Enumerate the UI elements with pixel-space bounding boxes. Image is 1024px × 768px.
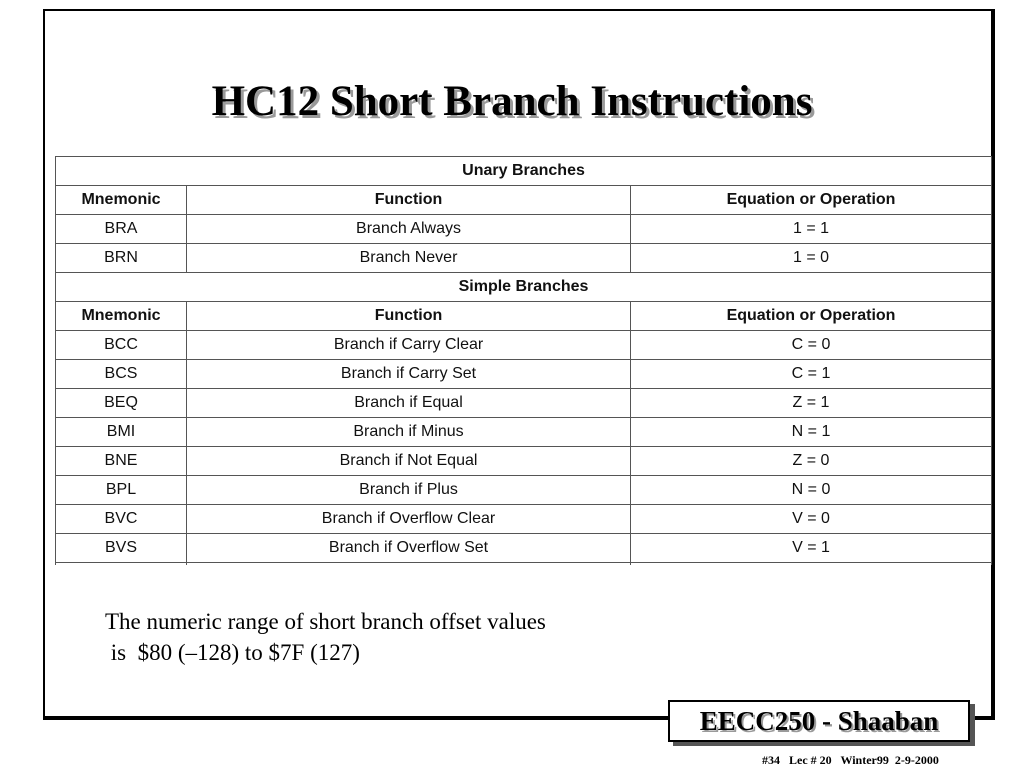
- function-cell: Branch if Plus: [187, 476, 631, 505]
- equation-cell: V = 0: [631, 505, 992, 534]
- table-row: [56, 244, 992, 273]
- mnemonic-cell: BPL: [56, 476, 187, 505]
- function-cell: Branch if Carry Set: [187, 360, 631, 389]
- equation-cell: 1 = 1: [631, 215, 992, 244]
- simple-section-row: [56, 273, 992, 302]
- function-cell: Branch if Overflow Set: [187, 534, 631, 563]
- function-cell: Branch if Equal: [187, 389, 631, 418]
- equation-cell: N = 0: [631, 476, 992, 505]
- slide-title: HC12 Short Branch Instructions: [211, 78, 813, 125]
- equation-cell: Z = 1: [631, 389, 992, 418]
- function-cell: Branch Always: [187, 215, 631, 244]
- header-function: Function: [187, 186, 631, 215]
- note-line-2: is $80 (–128) to $7F (127): [105, 640, 360, 665]
- unary-section-title: Unary Branches: [56, 157, 992, 186]
- unary-section-row: [56, 157, 992, 186]
- table-edge-cell: [56, 563, 187, 565]
- table-row: [56, 505, 992, 534]
- table-row: [56, 389, 992, 418]
- equation-cell: C = 0: [631, 331, 992, 360]
- equation-cell: V = 1: [631, 534, 992, 563]
- branch-table: [55, 156, 992, 565]
- table-row: [56, 331, 992, 360]
- equation-cell: 1 = 0: [631, 244, 992, 273]
- table-row: [56, 418, 992, 447]
- table-row: [56, 215, 992, 244]
- mnemonic-cell: BEQ: [56, 389, 187, 418]
- table-edge-cell: [187, 563, 631, 565]
- simple-section-title: Simple Branches: [56, 273, 992, 302]
- table-row: [56, 360, 992, 389]
- function-cell: Branch if Not Equal: [187, 447, 631, 476]
- equation-cell: Z = 0: [631, 447, 992, 476]
- offset-range-note: [105, 606, 546, 668]
- mnemonic-cell: BCS: [56, 360, 187, 389]
- function-cell: Branch Never: [187, 244, 631, 273]
- mnemonic-cell: BRA: [56, 215, 187, 244]
- mnemonic-cell: BCC: [56, 331, 187, 360]
- mnemonic-cell: BVS: [56, 534, 187, 563]
- mnemonic-cell: BNE: [56, 447, 187, 476]
- table-row: [56, 447, 992, 476]
- header-equation: Equation or Operation: [631, 302, 992, 331]
- header-function: Function: [187, 302, 631, 331]
- function-cell: Branch if Overflow Clear: [187, 505, 631, 534]
- mnemonic-cell: BRN: [56, 244, 187, 273]
- mnemonic-cell: BVC: [56, 505, 187, 534]
- table-row: [56, 534, 992, 563]
- note-line-1: The numeric range of short branch offset values: [105, 609, 546, 634]
- table-row: [56, 476, 992, 505]
- function-cell: Branch if Minus: [187, 418, 631, 447]
- table-edge-cell: [631, 563, 992, 565]
- mnemonic-cell: BMI: [56, 418, 187, 447]
- slide-footer: #34 Lec # 20 Winter99 2-9-2000: [762, 753, 939, 767]
- header-mnemonic: Mnemonic: [56, 302, 187, 331]
- table-bottom-edge: [56, 563, 992, 565]
- equation-cell: N = 1: [631, 418, 992, 447]
- header-equation: Equation or Operation: [631, 186, 992, 215]
- header-mnemonic: Mnemonic: [56, 186, 187, 215]
- function-cell: Branch if Carry Clear: [187, 331, 631, 360]
- unary-header-row: [56, 186, 992, 215]
- equation-cell: C = 1: [631, 360, 992, 389]
- simple-header-row: [56, 302, 992, 331]
- course-badge: EECC250 - Shaaban: [668, 700, 970, 742]
